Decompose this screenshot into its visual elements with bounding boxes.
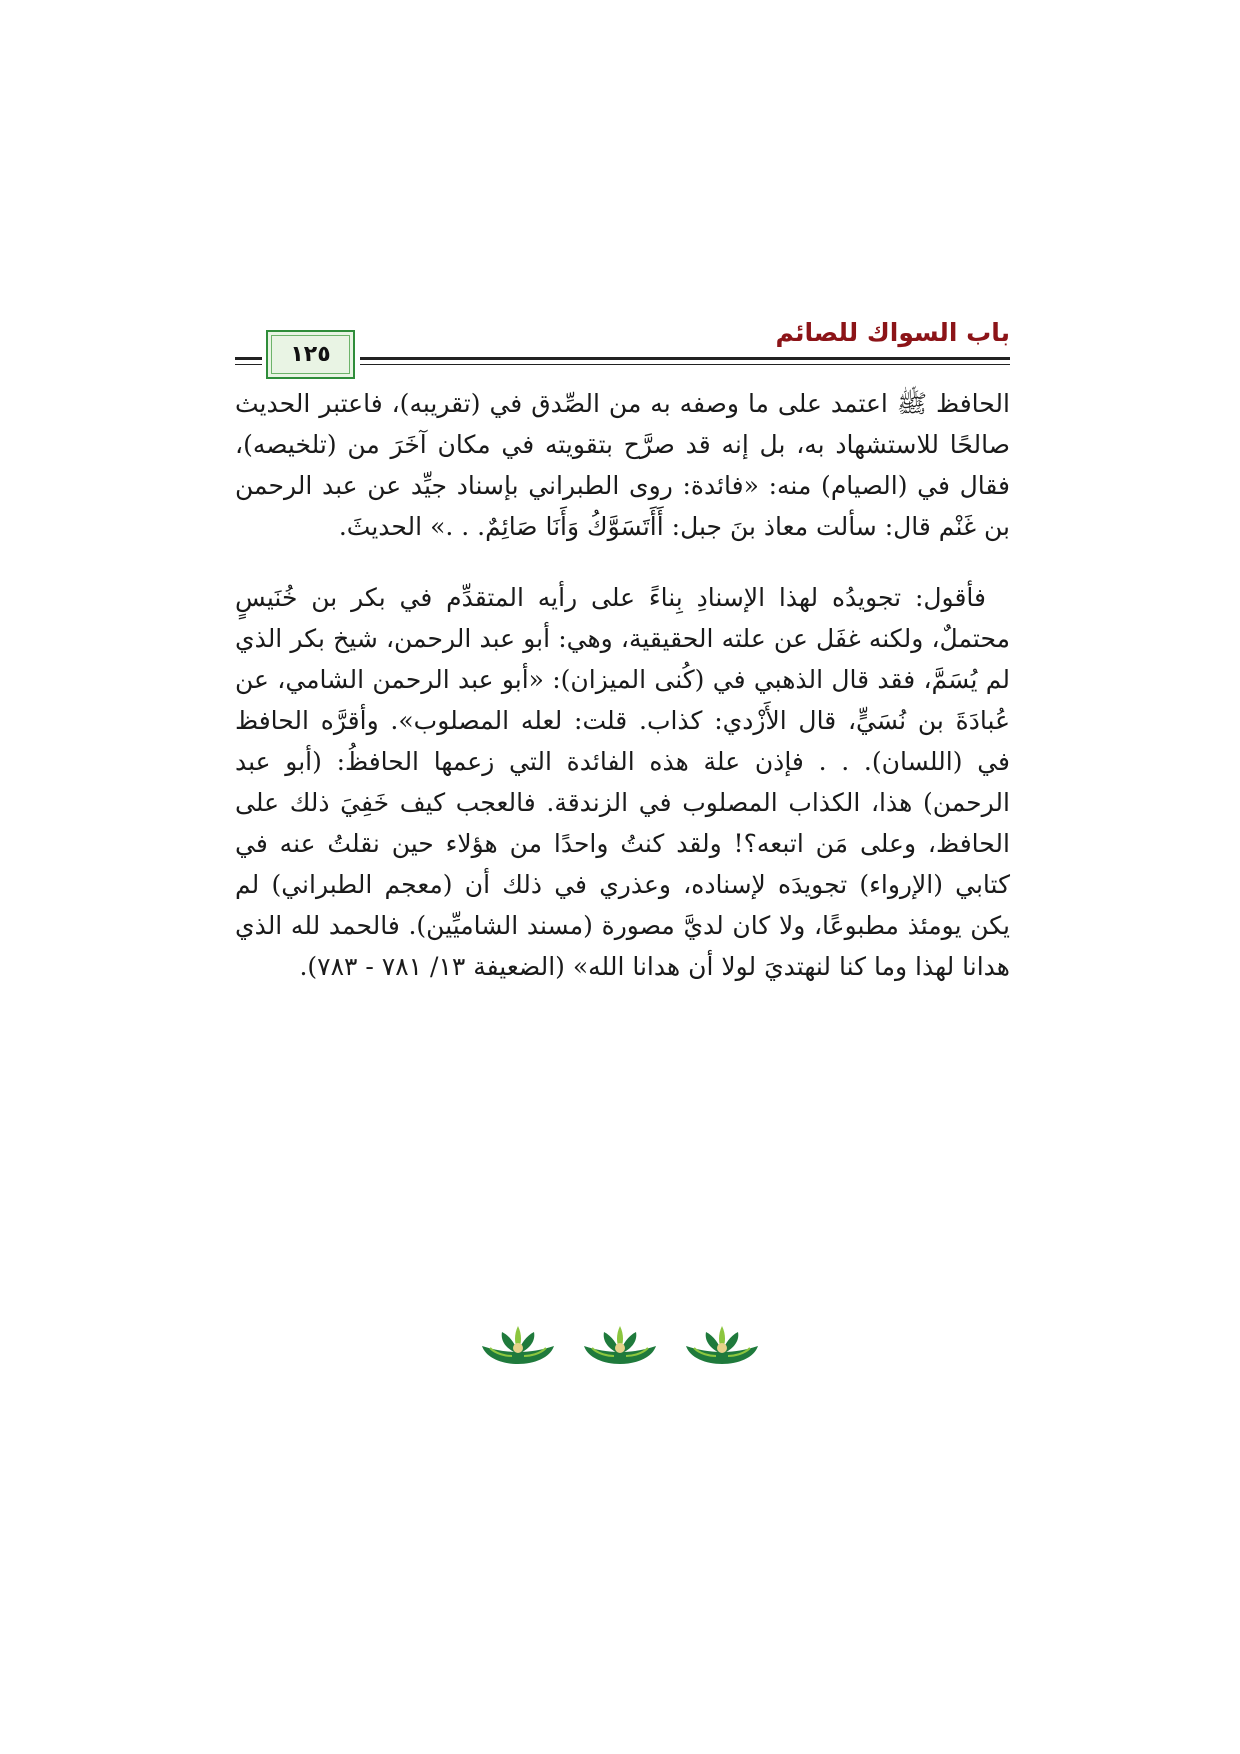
- page-number: ١٢٥: [290, 342, 331, 367]
- lotus-flower-icon: [684, 1324, 760, 1366]
- section-end-ornament: [0, 1324, 1240, 1366]
- page-header: [235, 318, 1010, 378]
- paragraph: الحافظ ﷺ اعتمد على ما وصفه به من الصِّدق في (تقريبه)، فاعتبر الحديث صالحًا للاستشهاد به، بل إنه قد صرَّح بتقويته في مكان آخَرَ من (تلخيصه)، فقال في (الصيام) منه: «فائدة: روى الطبراني بإسناد جيِّد عن عبد الرحمن بن غَنْم قال: سألت معاذ بنَ جبل: أَأَتَسَوَّكُ وَأَنَا صَائِمٌ. . .» الحديثَ.: [235, 389, 1010, 541]
- lotus-flower-icon: [480, 1324, 556, 1366]
- page-body: [235, 383, 1010, 987]
- lotus-flower-icon: [582, 1324, 658, 1366]
- page-number-frame: [266, 330, 355, 379]
- header-rule: [360, 357, 1010, 360]
- paragraph: فأقول: تجويدُه لهذا الإسنادِ بِناءً على رأيه المتقدِّم في بكر بن خُنَيسٍ محتملٌ، ولكنه غفَل عن علته الحقيقية، وهي: أبو عبد الرحمن، شيخ بكر الذي لم يُسَمَّ، فقد قال الذهبي في (كُنى الميزان): «أبو عبد الرحمن الشامي، عن عُبادَةَ بن نُسَيٍّ، قال الأَزْدي: كذاب. قلت: لعله المصلوب». وأقرَّه الحافظ في (اللسان). . . فإذن علة هذه الفائدة التي زعمها الحافظُ: (أبو عبد الرحمن) هذا، الكذاب المصلوب في الزندقة. فالعجب كيف خَفِيَ ذلك على الحافظ، وعلى مَن اتبعه؟! ولقد كنتُ واحدًا من هؤلاء حين نقلتُ عنه في كتابي (الإرواء) تجويدَه لإسناده، وعذري في ذلك أن (معجم الطبراني) لم يكن يومئذ مطبوعًا، ولا كان لديَّ مصورة (مسند الشاميِّين). فالحمد لله الذي هدانا لهذا وما كنا لنهتديَ لولا أن هدانا الله» (الضعيفة ١٣/ ٧٨١ - ٧٨٣).: [235, 583, 1010, 981]
- chapter-title: باب السواك للصائم: [775, 318, 1010, 347]
- header-rule-short: [235, 357, 262, 360]
